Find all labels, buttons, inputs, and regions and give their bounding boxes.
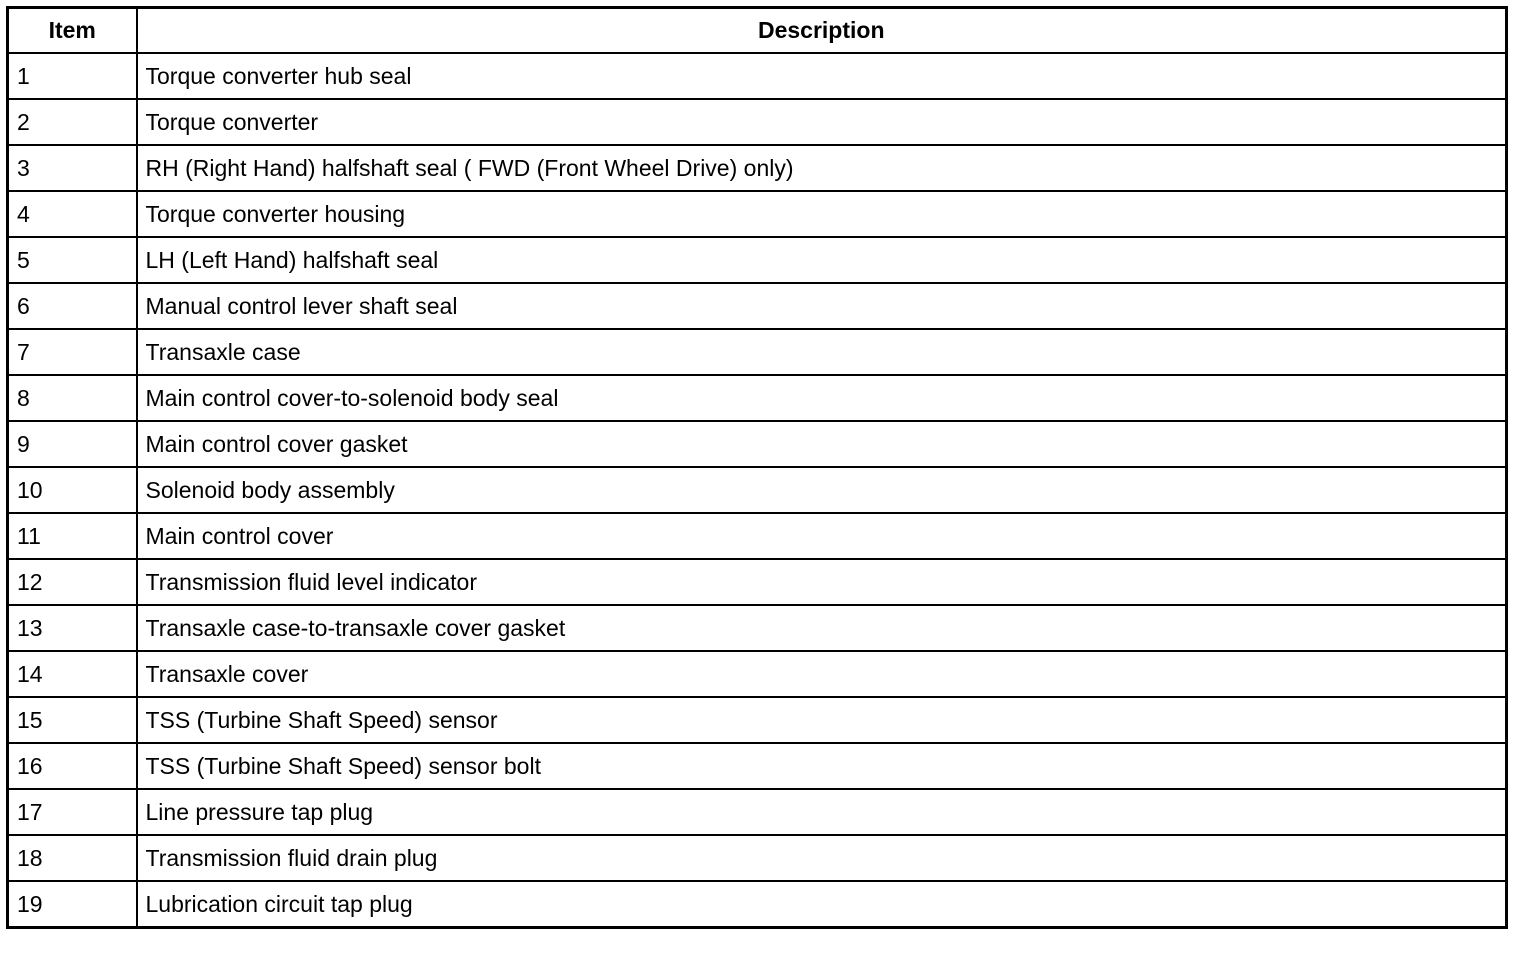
table-row [8,559,1507,605]
table-row [8,99,1507,145]
table-body [8,53,1507,928]
table-row [8,789,1507,835]
item-description-cell: Transmission fluid drain plug [137,835,1507,881]
item-description-cell: LH (Left Hand) halfshaft seal [137,237,1507,283]
table-row [8,467,1507,513]
table-row [8,835,1507,881]
parts-table [6,6,1508,929]
item-number-cell: 14 [8,651,137,697]
table-row [8,651,1507,697]
item-number-cell: 10 [8,467,137,513]
item-number-cell: 16 [8,743,137,789]
item-number-cell: 9 [8,421,137,467]
table-row [8,743,1507,789]
table-row [8,283,1507,329]
item-description-cell: RH (Right Hand) halfshaft seal ( FWD (Front Wheel Drive) only) [137,145,1507,191]
item-number-cell: 6 [8,283,137,329]
item-description-cell: Solenoid body assembly [137,467,1507,513]
item-number-cell: 5 [8,237,137,283]
item-description-cell: Lubrication circuit tap plug [137,881,1507,928]
table-row [8,881,1507,928]
item-number-cell: 15 [8,697,137,743]
item-number-cell: 19 [8,881,137,928]
table-row [8,329,1507,375]
table-row [8,513,1507,559]
item-description-cell: Torque converter housing [137,191,1507,237]
item-number-cell: 12 [8,559,137,605]
item-number-cell: 18 [8,835,137,881]
table-row [8,145,1507,191]
item-number-cell: 3 [8,145,137,191]
item-description-cell: Torque converter hub seal [137,53,1507,99]
item-description-cell: Main control cover gasket [137,421,1507,467]
item-description-cell: Torque converter [137,99,1507,145]
item-description-cell: Manual control lever shaft seal [137,283,1507,329]
table-row [8,237,1507,283]
item-description-cell: Main control cover-to-solenoid body seal [137,375,1507,421]
item-description-cell: Transaxle cover [137,651,1507,697]
item-description-cell: Transaxle case-to-transaxle cover gasket [137,605,1507,651]
item-number-cell: 17 [8,789,137,835]
table-row [8,421,1507,467]
item-number-cell: 11 [8,513,137,559]
table-row [8,191,1507,237]
table-row [8,697,1507,743]
item-number-cell: 4 [8,191,137,237]
item-number-cell: 7 [8,329,137,375]
item-description-cell: Transaxle case [137,329,1507,375]
item-number-cell: 13 [8,605,137,651]
description-column-header: Description [137,8,1507,54]
table-row [8,605,1507,651]
table-header-row [8,8,1507,54]
item-description-cell: Transmission fluid level indicator [137,559,1507,605]
table-row [8,375,1507,421]
item-number-cell: 8 [8,375,137,421]
item-number-cell: 2 [8,99,137,145]
item-column-header: Item [8,8,137,54]
item-number-cell: 1 [8,53,137,99]
table-row [8,53,1507,99]
item-description-cell: TSS (Turbine Shaft Speed) sensor bolt [137,743,1507,789]
item-description-cell: Main control cover [137,513,1507,559]
item-description-cell: TSS (Turbine Shaft Speed) sensor [137,697,1507,743]
item-description-cell: Line pressure tap plug [137,789,1507,835]
